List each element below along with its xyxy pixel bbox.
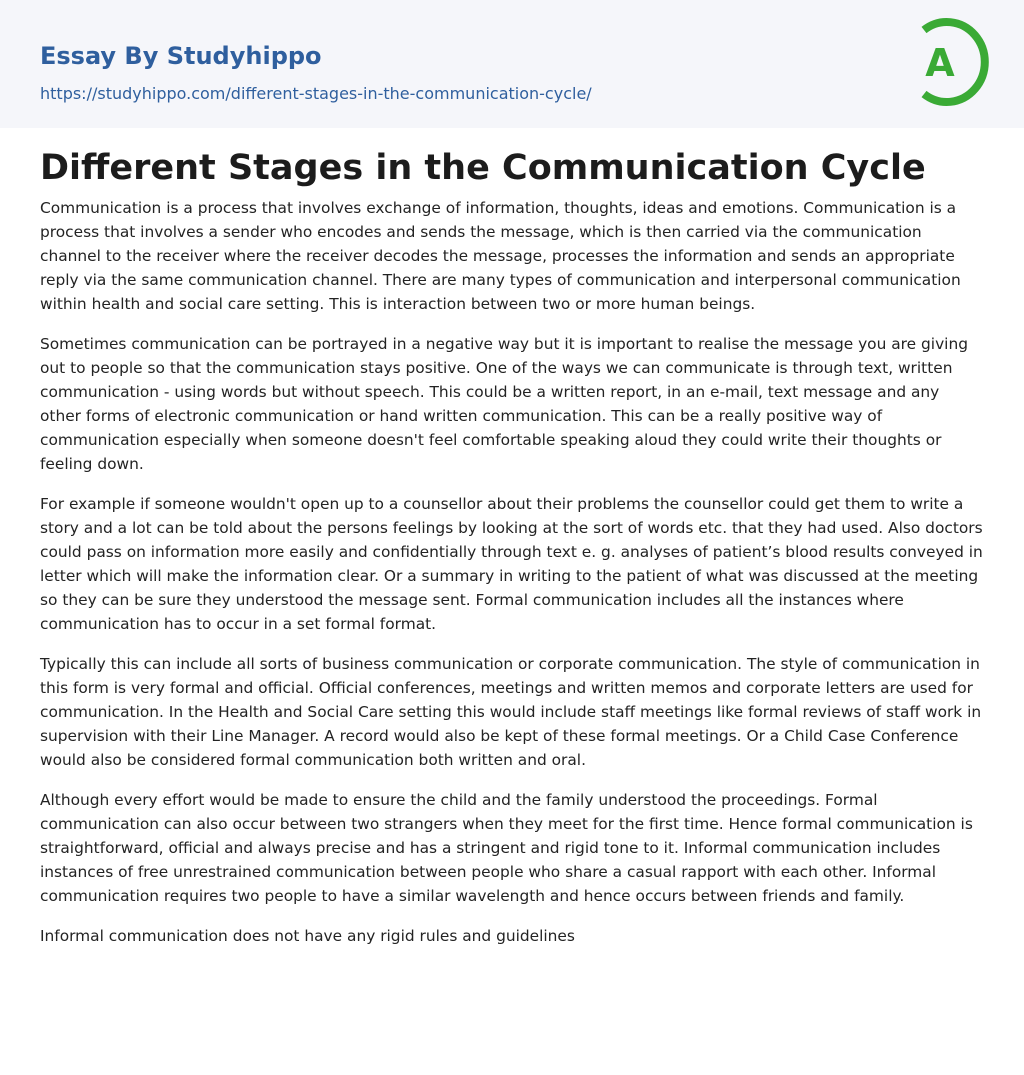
site-header xyxy=(0,0,1024,128)
article-paragraph: Although every effort would be made to ensure the child and the family understood the proceedings. Formal communication can also occur between two strangers when they meet for the first time. Hence formal communication is straightforward, official and always precise and has a stringent and rigid tone to it. Informal communication includes instances of free unrestrained communication between people who share a casual rapport with each other. Informal communication requires two people to have a similar wavelength and hence occurs between friends and family. xyxy=(40,791,973,905)
logo-letter: A xyxy=(925,41,955,85)
article xyxy=(40,128,984,964)
brand-title: Essay By Studyhippo xyxy=(40,42,322,70)
article-paragraph: Sometimes communication can be portrayed in a negative way but it is important to realise the message you are giving out to people so that the communication stays positive. One of the ways we can communicate is through text, written communication - using words but without speech. This could be a written report, in an e-mail, text message and any other forms of electronic communication or hand written communication. This can be a really positive way of communication especially when someone doesn't feel comfortable speaking aloud they could write their thoughts or feeling down. xyxy=(40,335,968,473)
article-paragraph: Informal communication does not have any rigid rules and guidelines xyxy=(40,927,575,945)
studyhippo-logo-icon[interactable] xyxy=(904,16,992,108)
essay-url-link[interactable]: https://studyhippo.com/different-stages-in-the-communication-cycle/ xyxy=(40,84,592,103)
article-paragraph: Typically this can include all sorts of business communication or corporate communication. The style of communication in this form is very formal and official. Official conferences, meetings and written memos and corporate letters are used for communication. In the Health and Social Care setting this would include staff meetings like formal reviews of staff work in supervision with their Line Manager. A record would also be kept of these formal meetings. Or a Child Case Conference would also be considered formal communication both written and oral. xyxy=(40,655,982,769)
article-title: Different Stages in the Communication Cycle xyxy=(40,148,926,188)
article-paragraph: Communication is a process that involves exchange of information, thoughts, ideas and emotions. Communication is a process that involves a sender who encodes and sends the message, which is then carried via the communication channel to the receiver where the receiver decodes the message, processes the information and sends an appropriate reply via the same communication channel. There are many types of communication and interpersonal communication within health and social care setting. This is interaction between two or more human beings. xyxy=(40,199,961,313)
article-paragraph: For example if someone wouldn't open up to a counsellor about their problems the counsellor could get them to write a story and a lot can be told about the persons feelings by looking at the sort of words etc. that they had used. Also doctors could pass on information more easily and confidentially through text e. g. analyses of patient’s blood results conveyed in letter which will make the information clear. Or a summary in writing to the patient of what was discussed at the meeting so they can be sure they understood the message sent. Formal communication includes all the instances where communication has to occur in a set formal format. xyxy=(40,495,983,633)
